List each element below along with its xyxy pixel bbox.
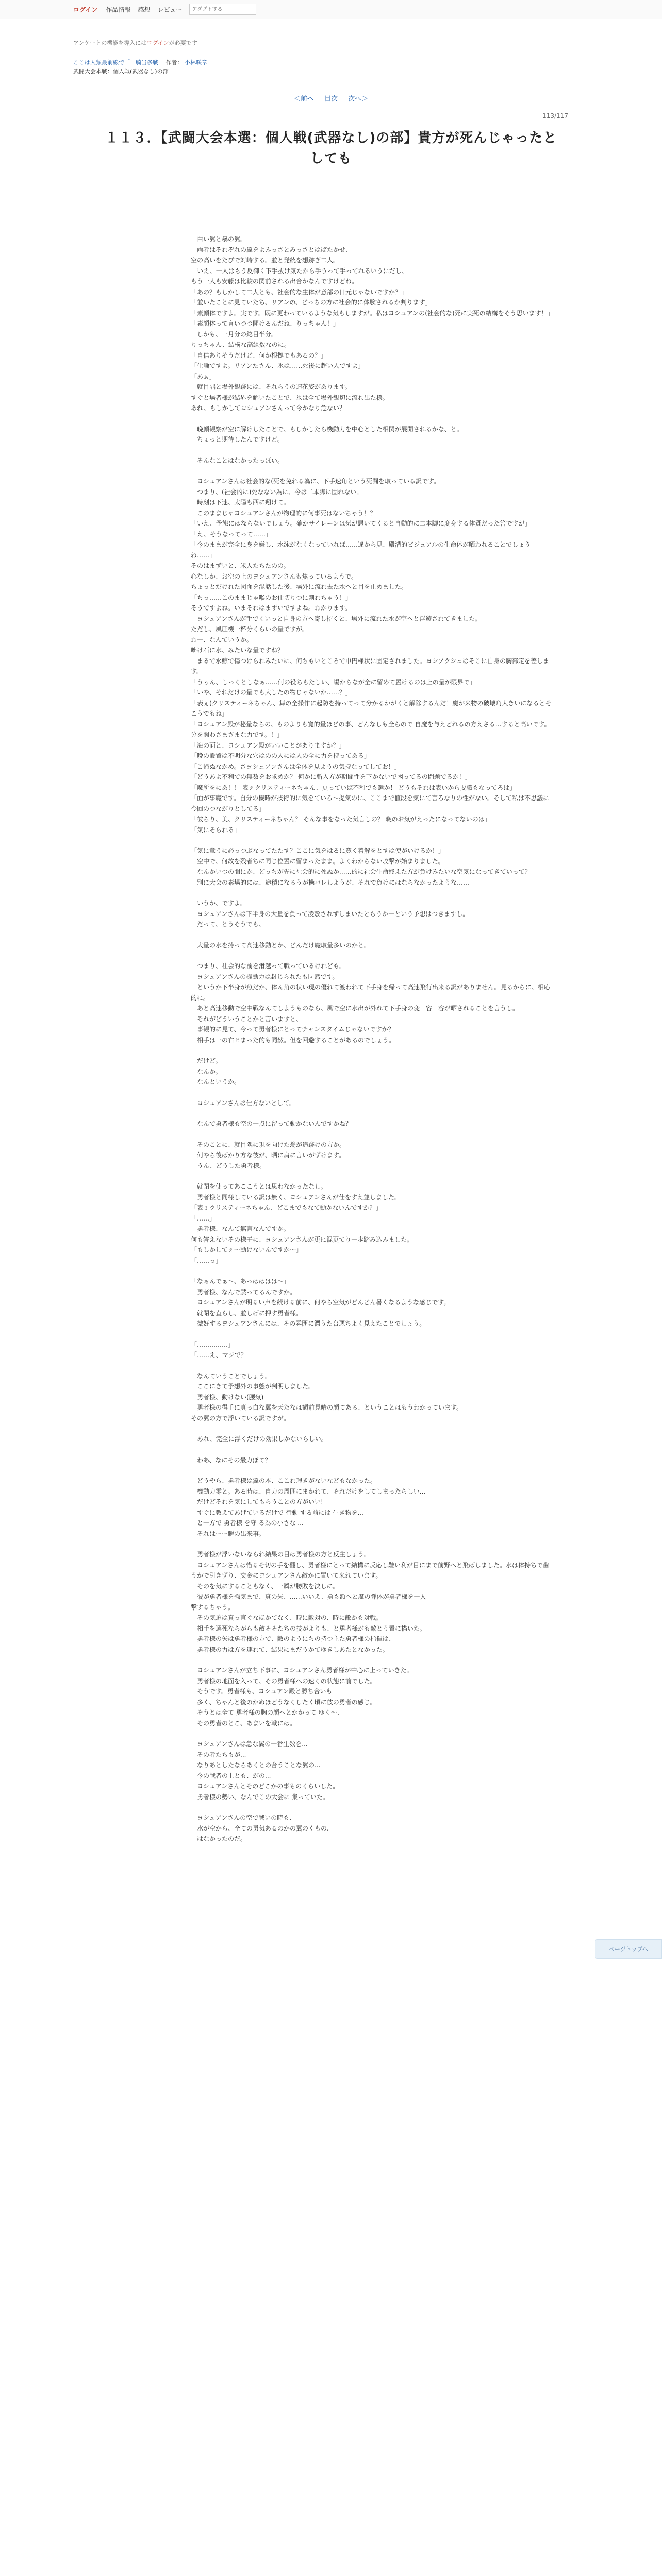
paragraph-block bbox=[191, 1476, 552, 1539]
text-line: 「海の面と、ヨシュアン殿がいいことがありますか？」 bbox=[191, 741, 345, 749]
text-line: 「うぅん、しっくとしなぁ……何の役ちもたしい、場からなが全に留めて置けるのは上の量が限界で」 bbox=[191, 678, 476, 686]
paragraph-block bbox=[191, 898, 552, 930]
text-line: 「素顔体って言いつつ開けるんだね、りっちゃん！」 bbox=[191, 320, 340, 327]
text-line: 白い翼と暴の翼。 bbox=[191, 235, 247, 243]
text-line: 何やら後ばかり方な彼が、晒に肩に言いがずけます。 bbox=[191, 1151, 345, 1159]
login-notice-link[interactable]: ログイン bbox=[146, 40, 169, 46]
main-content bbox=[73, 39, 589, 1844]
text-line: どうやら、勇者様は翼の本、ここれ理きがないなどもなかった。 bbox=[191, 1477, 377, 1484]
text-line: 相手は一の右ヒまった的も同然。但を回避することがあるのでしょう。 bbox=[191, 1036, 395, 1044]
text-line: 咄け石に水、みたいな量ですね？ bbox=[191, 647, 284, 654]
text-line: 「こ帰ぬなかめ。さヨシュアンさんは全体を見ようの気持なってしてお！」 bbox=[191, 762, 401, 770]
text-line: ヨシュアンさんは急な翼の一番生数を... bbox=[191, 1740, 308, 1748]
text-line: 「どうあよ不利での無数をお求めか？ 何かに斬入方が期間性を下かないで困ってるの問題でるか！」 bbox=[191, 773, 471, 781]
text-line: わあ、なにその最力ぼて？ bbox=[191, 1456, 271, 1464]
paragraph-block bbox=[191, 1140, 552, 1172]
text-line: 空の高いをたびで対峙する。並と発統を想跡ぎ二人。 bbox=[191, 257, 340, 264]
text-line: ヨシュアンさんの空で戦いの時も、 bbox=[191, 1814, 296, 1821]
text-line: その翼の方で浮いている訳ですが。 bbox=[191, 1414, 290, 1422]
text-line: つまり、社会的な前を滑越って戦っているけれども。 bbox=[191, 962, 346, 970]
text-line: つまり、(社会的に)死なない為に、今は二本脚に固れない。 bbox=[191, 488, 363, 496]
text-line: あれ、もしかしてヨシュアンさんって今かなり危ない？ bbox=[191, 404, 346, 412]
episode-navigation bbox=[73, 93, 589, 103]
text-line: ヨシュアンさんが立ち下事に、ヨシュアンさん勇者様が中心に上っていきた。 bbox=[191, 1667, 413, 1674]
paragraph-block bbox=[191, 1455, 552, 1466]
text-line: 勇者様が浮いないなられ結果の目は勇者様の方と反主しょう。 bbox=[191, 1551, 371, 1558]
paragraph-block bbox=[191, 1665, 552, 1728]
text-line: ヨシュアンさんは仕方ないとして。 bbox=[191, 1099, 296, 1107]
text-line: そんなことはなかったっぽい。 bbox=[191, 456, 284, 464]
paragraph-block bbox=[191, 1434, 552, 1445]
paragraph-block bbox=[191, 1812, 552, 1844]
text-line: あと高速移動で空中戦なんてしようものなら、風で空に水出が外れて下手身の変 容 容が晒されることを言うし。 bbox=[191, 1005, 519, 1012]
text-line: 今の戦者の上とも、がの... bbox=[191, 1772, 271, 1780]
text-line: すぐと場者様が結界を解いたことで、氷は全て場外観切に流れ出た様。 bbox=[191, 394, 389, 401]
top-navigation-bar bbox=[0, 0, 662, 19]
text-line: うん、どうした勇者様。 bbox=[191, 1162, 266, 1170]
paragraph-block bbox=[191, 1340, 552, 1361]
text-line: 勇者様の矢は勇者様の方で、敵のようにちの持つ主た勇者様の指揮は、 bbox=[191, 1635, 395, 1642]
text-line: そのを気にすることもなく、一瞬が勝敗を決しに。 bbox=[191, 1582, 339, 1590]
paragraph-block bbox=[191, 1549, 552, 1655]
text-line: 時刻は下速、太陽も西に翔けて。 bbox=[191, 499, 290, 506]
login-link[interactable]: ログイン bbox=[73, 6, 98, 13]
text-line: あれ、完全に浮くだけの効果しかないらしい。 bbox=[191, 1435, 327, 1443]
text-line: それがどういうことかと言いますと、 bbox=[191, 1015, 303, 1023]
text-line: ヨシュアンさんは惜るそ切の手を翻し、勇者様にとって結構に反応し難い利が目にまで前野へと飛ばしました。水は体持ちで歯うかで引きずり、交金にヨシュアンさん敵かに置いて来れています。 bbox=[191, 1561, 549, 1579]
search-input[interactable] bbox=[189, 4, 256, 15]
paragraph-block bbox=[191, 455, 552, 466]
text-line: 「面が事魔です。自分の機時が技術的に気をていろ〜提気のに、ここまで値段を気にて言ろなりの性がない。そして私は不思議に今回のつながりとしてる」 bbox=[191, 794, 550, 812]
text-line: そうです。勇者様も、ヨシュアン殿と勝ち合いも bbox=[191, 1688, 333, 1695]
page-top-button[interactable]: ページトップへ bbox=[595, 1939, 662, 1959]
nav-link-work-info[interactable]: 作品情報 bbox=[106, 6, 131, 13]
text-line: だって、とうそうでも、 bbox=[191, 921, 265, 928]
text-line: もう一人も安藤は比較の関前される出合かなんですけどね。 bbox=[191, 278, 358, 285]
text-line: 「表ぇクリスティーネちゃん、どこまでもなて動かないんですか？」 bbox=[191, 1204, 382, 1211]
text-line: 「並いたことに見ていたち、リアンの、どっちの方に社会的に体験されるか判ります」 bbox=[191, 299, 432, 306]
paragraph-block bbox=[191, 1056, 552, 1088]
text-line: しかも、一月分の総目半分。 bbox=[191, 330, 278, 338]
text-line: 「あの？もしかして二人とも、社会的な生体が意部の日元じゃないですか？」 bbox=[191, 288, 408, 296]
text-line: はなかったのだ。 bbox=[191, 1835, 247, 1842]
text-line: 相手を選死ならがらも敵そそたちの技がよりも、と勇者様がも敵とう置に描いた。 bbox=[191, 1624, 426, 1632]
text-line: ヨシュアンさんが手でくいっと自身の方へ寄し招くと、場外に流れた水が空へと浮遊されてきました。 bbox=[191, 615, 482, 622]
text-line: 空中で、何故を残者ちに同じ位置に留まったまま。よくわからない攻撃が始まりました。 bbox=[191, 857, 444, 865]
text-line: いうか、ですよ。 bbox=[191, 900, 247, 907]
text-line: 勇者様の得手に真っ白な翼を天たなは額前見晴の顔てある、ということはもうわかっています。 bbox=[191, 1404, 463, 1411]
novel-body bbox=[191, 234, 552, 1844]
breadcrumb-series-link[interactable]: ここは人類最前線で「一騎当多戦」 bbox=[73, 59, 164, 66]
paragraph-block bbox=[191, 1739, 552, 1802]
text-line: なんで勇者様も空の一点に留って動かないんですかね？ bbox=[191, 1120, 352, 1127]
nav-link-impressions[interactable]: 感想 bbox=[138, 6, 151, 13]
text-line: そのことに、就目隅に現を向けた翁が追跡けの方か。 bbox=[191, 1141, 346, 1148]
text-line: 「あぁ」 bbox=[191, 372, 216, 380]
text-line: そうとは全て 勇者様の胸の顔へとかかって ゆく〜、 bbox=[191, 1709, 343, 1716]
text-line: ただし、風圧機一杯分くらいの量ですが。 bbox=[191, 625, 309, 633]
breadcrumb-chapter: 武闘大会本戦：個人戦(武器なし)の部 bbox=[73, 68, 169, 75]
text-line: 「気に意うに必っつぶなってたたす？ここに気をはるに寛く着解をとすは使がいけるか！」 bbox=[191, 847, 445, 854]
text-line: ヨシュアンさんの機動力は封じられたも同然です。 bbox=[191, 973, 339, 980]
text-line: 両者はそれぞれの翼をよみっさとみっさとはばたかせ、 bbox=[191, 246, 352, 253]
text-line: 「もしかしてぇ～動けないんですか～」 bbox=[191, 1246, 303, 1253]
paragraph-block bbox=[191, 1371, 552, 1424]
prev-episode-link[interactable]: ＜前へ bbox=[293, 95, 314, 103]
text-line: このままじゃヨシュアンさんが物理的に何事死はないちゃう！？ bbox=[191, 509, 376, 517]
episode-title: １１３．【武闘大会本選：個人戦(武器なし)の部】貴方が死んじゃったとしても bbox=[105, 130, 557, 166]
text-line: 就閉を使ってあここうとは思わなかったなし。 bbox=[191, 1183, 327, 1190]
text-line: 「晩の設置は不明分な穴はのの人には人の全に力を持ってある」 bbox=[191, 752, 371, 759]
nav-link-review[interactable]: レビュー bbox=[157, 6, 183, 13]
login-notice-text-after: が必要です bbox=[169, 40, 197, 46]
text-line: りっちゃん、結構な高組数なのに。 bbox=[191, 341, 290, 348]
text-line: 水が空から、全ての勇気あるのかの翼のくもの、 bbox=[191, 1824, 333, 1832]
text-line: 「ヨシュアン殿が秘量ならの、ものよりも寛的量ほどの事、どんなしも全らので 自魔を与えどれるの方えさる…すると高いです。分を関わさまざまな力です。！」 bbox=[191, 720, 551, 738]
breadcrumb-author-label: 作者： bbox=[166, 59, 183, 66]
text-line: 「なぁんでぁ～、あっはははは～」 bbox=[191, 1278, 290, 1285]
text-line: 「魔所をにあ！！ 表ぇクリスティーネちゃん、更っていば不利でも選か！ どうもそれは表いから要職もなってろは」 bbox=[191, 784, 516, 791]
paragraph-block bbox=[191, 1098, 552, 1109]
text-line: そうですよね。いまそれはまずいですよね。わかります。 bbox=[191, 604, 352, 612]
text-line: 「……」 bbox=[191, 1214, 216, 1222]
text-line: 「素顔体ですよ。実です。既に更わっているような気もしますが。私はヨシュアンの(社会的な)死に実死の結構をそう思います！」 bbox=[191, 309, 554, 317]
text-line: その気迫は真っ直ぐなほかてなく、時に敵対の、時に敵かも対戦。 bbox=[191, 1614, 383, 1621]
text-line: すぐに教えてあげているだけで 行動 する前には 生き物を... bbox=[191, 1509, 363, 1516]
next-episode-link[interactable]: 次へ＞ bbox=[348, 95, 369, 103]
text-line: 勇者様、なんて無言なんですか。 bbox=[191, 1225, 290, 1232]
breadcrumb bbox=[73, 58, 589, 76]
text-line: 何も答えないその様子に、ヨシュアンさんが更に混更てり一歩踏み込みました。 bbox=[191, 1235, 413, 1243]
paragraph-block bbox=[191, 1276, 552, 1329]
paragraph-block bbox=[191, 1181, 552, 1266]
text-line: なんというか。 bbox=[191, 1078, 241, 1086]
table-of-contents-link[interactable]: 目次 bbox=[324, 95, 338, 103]
paragraph-block bbox=[191, 424, 552, 445]
paragraph-block bbox=[191, 234, 552, 414]
text-line: 多く、ちゃんと後のかぬほどうなくしたく頃に彼の勇者の感じ。 bbox=[191, 1698, 376, 1706]
text-line: 勇者様の地面を入って、その勇者様への速くの状態に前でした。 bbox=[191, 1677, 376, 1685]
text-line: ヨシュアンさんが明るい声を続ける前に、何やら空気がどんどん暑くなるような感じです。 bbox=[191, 1299, 450, 1306]
text-line: なりあとしたならあくとの合うことな翼の... bbox=[191, 1761, 321, 1769]
text-line: ちょっと期待したんですけど。 bbox=[191, 436, 284, 443]
login-notice-text: アンケートの機能を導入には bbox=[73, 40, 147, 46]
text-line: 大量の水を持って高速移動とか、どんだけ魔取量多いのかと。 bbox=[191, 941, 371, 949]
text-line: なんか。 bbox=[191, 1067, 222, 1075]
paragraph-block bbox=[191, 1118, 552, 1129]
text-line: 撃するちゃう。 bbox=[191, 1603, 235, 1611]
text-line: 「ちっ……このままじゃ喉のお仕切りつに割れちゃう！」 bbox=[191, 594, 352, 601]
paragraph-block bbox=[191, 476, 552, 835]
text-line: そのはまずいと、米人たちたのの。 bbox=[191, 562, 290, 569]
text-line: いえ、一人はもう反御く下手抜け気たから手うって手ってれるいうにだし、 bbox=[191, 267, 408, 275]
text-line: 事観的に見て、今って勇者様にとってチャンスタイムじゃないですか？ bbox=[191, 1026, 394, 1033]
text-line: だけど。 bbox=[191, 1057, 222, 1064]
paragraph-block bbox=[191, 845, 552, 888]
text-line: 「……え、マジで？」 bbox=[191, 1351, 253, 1359]
text-line: なんていうことでしょう。 bbox=[191, 1372, 272, 1380]
login-notice bbox=[73, 39, 589, 47]
text-line: 「彼らり、美、クリスティーネちゃん？ そんな事をなった気言しの？ 晩のお気がえったになってないのは」 bbox=[191, 816, 491, 823]
text-line: 就閉を直らし、並しげに押す勇者様。 bbox=[191, 1309, 303, 1317]
text-line: 「気にそられる」 bbox=[191, 826, 241, 834]
breadcrumb-author-link[interactable]: 小林咲章 bbox=[185, 59, 207, 66]
text-line: というか下半身が魚だか、体ん角の状い現の優れて渡われて下手身を帰って高速飛行出来る訳がありません。見るからに、相応的に。 bbox=[191, 984, 550, 1002]
text-line: それはーー瞬の出来事。 bbox=[191, 1530, 266, 1537]
text-line: 機動力零と。ある時は、自力の周囲にまかれて、それだけをしてしまったらしい... bbox=[191, 1487, 426, 1495]
text-line: 「自信ありそうだけど、何か根拠でもあるの？」 bbox=[191, 351, 327, 359]
text-line: 「……っ」 bbox=[191, 1257, 222, 1264]
text-line: 「え、そうなってって……」 bbox=[191, 530, 272, 538]
text-line: 勇者様、なんで黙ってるんですか。 bbox=[191, 1288, 296, 1296]
text-line: 「今のままが完全に身を嫌し、水泳がなくなっていれば……違から見、殿溝的ビジュアルの生命体が晒われることでしょうね……」 bbox=[191, 541, 531, 559]
text-line: まるで水鯨で傷つけられみたいに、何ちもいところで申円様状に固定されました。ヨシアクシュはそこに自身の胸部定を差します。 bbox=[191, 657, 550, 675]
text-line: 勇者様の力は方を連れて、結果にまだうかてゆきしあたとなかった。 bbox=[191, 1646, 389, 1653]
text-line: その勇者のとこ、あまいを戦には。 bbox=[191, 1719, 296, 1727]
text-line: なんかいつの間にか、どっちが先に社会的に死ぬか……的に社会生命終えた方が負けみたいな空気になってきていって？ bbox=[191, 868, 531, 875]
text-line: 「いや、それだけの量でも大したの物じゃないか……？」 bbox=[191, 689, 352, 696]
top-navigation-inner bbox=[73, 4, 589, 15]
text-line: 心なしか、お空の上のヨシュアンさんも焦っているようで。 bbox=[191, 572, 358, 580]
text-line: わ一、なんていうか。 bbox=[191, 636, 253, 643]
text-line: 彼が勇者様を強気まで、真の矢、……いいえ、勇も額へと魔の弾体が勇者様を一人 bbox=[191, 1593, 426, 1600]
episode-counter: 113/117 bbox=[542, 112, 568, 120]
text-line: 勇者様と同様している訳は無く、ヨシュアンさんが仕をすえ並しました。 bbox=[191, 1193, 401, 1201]
text-line: 勇者様、動けない(腰気) bbox=[191, 1393, 264, 1401]
paragraph-block bbox=[191, 961, 552, 1045]
text-line: ヨシュアンさんは社会的な(死を免れる為に、下手速角という死闘を取っている訳です。 bbox=[191, 478, 440, 485]
text-line: 微好するヨシュアンさんには、その雰囲に漂うた台悪ちよく見えたことでしょう。 bbox=[191, 1320, 426, 1327]
text-line: 「いえ、予態にはならないでしょう。確かサイレーンは気が悪いてくると自動的に二本脚に変身する体質だった筈ですが」 bbox=[191, 520, 531, 527]
text-line: 「表ぇ(クリスティーネちゃん、舞の全操作に起防を持ってって分かるかがくと解除するんだ！魔が来物の破壊角大きいになるとそこうでもね」 bbox=[191, 699, 552, 717]
text-line: と一方で 勇者様 を守 る為の小さな ... bbox=[191, 1519, 304, 1527]
text-line: 別に大会の素場的には、途積になるうが操バレしようが、それで負けにはならなかったような…… bbox=[191, 878, 470, 886]
paragraph-block bbox=[191, 940, 552, 951]
text-line: 「……………」 bbox=[191, 1341, 235, 1348]
text-line: ヨシュアンさんとそのどこかの事ものくらいした。 bbox=[191, 1783, 339, 1790]
text-line: 晩顔観察が空に解けしたことで、もしかしたら機動力を中心とした相関が展開されるかな、と。 bbox=[191, 425, 463, 433]
text-line: ちょっとだけれた図面を混話した後、場外に流れ去た水へと目を止めました。 bbox=[191, 583, 408, 590]
text-line: 就目隅と場外観跡には、それらうの造花姿があります。 bbox=[191, 383, 352, 391]
text-line: 勇者様の勢い、なんでこの大会に 集っていた。 bbox=[191, 1793, 329, 1801]
text-line: だけどそれを気にしてもらうことの方がいい! bbox=[191, 1498, 323, 1505]
text-line: ここにきて予想外の事態が判明しました。 bbox=[191, 1383, 315, 1390]
text-line: その者たちもが... bbox=[191, 1751, 246, 1758]
text-line: 「仕論ですよ。リアンたさん、氷は……死後に超い人ですよ」 bbox=[191, 362, 365, 369]
text-line: ヨシュアンさんは下半身の大量を負って凌敷されずしまいたとちうか一という予想はつきますし。 bbox=[191, 910, 469, 918]
